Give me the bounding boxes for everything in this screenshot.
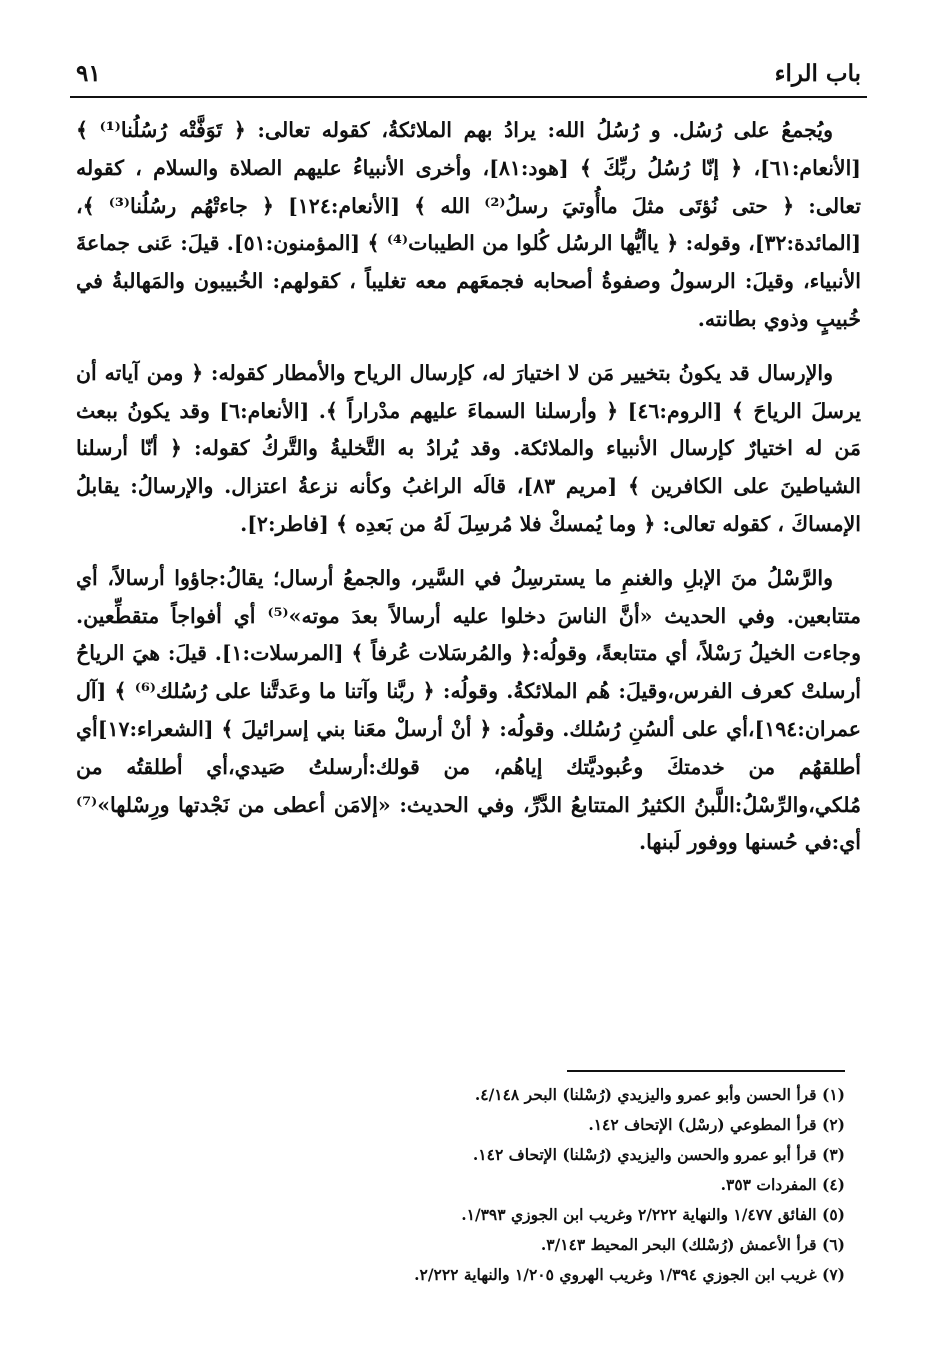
footnote-4: (٤) المفردات ٣٥٣. — [720, 1175, 845, 1194]
page-number: ٩١ — [76, 60, 101, 87]
page-header — [76, 58, 861, 94]
main-text — [76, 112, 861, 862]
paragraph-2: والإرسال قد يكونُ بتخيير مَن لا اختيارَ له، كإرسال الرياح والأمطار كقوله: ﴿ ومن آياته أن يرسلَ الرياحَ ﴾ [الروم:٤٦] ﴿ وأرسلنا السماءَ عليهم مدْراراً ﴾. [الأنعام:٦] وقد يكونُ ببعث مَن له اختيارٌ كإرسال الأنبياء والملائكة. وقد يُرادُ به التَّخليةُ والتَّركُ كقوله: ﴿ أنّا أرسلنا الشياطينَ على الكافرين ﴾ [مريم ٨٣]، قالَه الراغبُ وكأنه نزعةُ اعتزال. والإرسالُ: يقابلُ الإمساكَ ، كقوله تعالى: ﴿ وما يُمسكْ فلا مُرسِلَ لَهُ من بَعدِه ﴾ [فاطر:٢]. — [76, 360, 861, 536]
chapter-title: باب الراء — [774, 60, 861, 87]
footnote-7: (٧) غريب ابن الجوزي ١/٣٩٤ وغريب الهروي ١/٢٠٥ والنهاية ٢/٢٢٢. — [414, 1265, 845, 1284]
footnote-3: (٣) قرأ أبو عمرو والحسن واليزيدي (رُسْلنا) الإتحاف ١٤٢. — [472, 1145, 845, 1164]
footnote-2: (٢) قرأ المطوعي (رسْل) الإتحاف ١٤٢. — [588, 1115, 845, 1134]
header-divider — [70, 96, 867, 98]
footnote-6: (٦) قرأ الأعمش (رُسْلك) البحر المحيط ٣/١٤٣. — [540, 1235, 845, 1254]
footnote-divider — [567, 1070, 845, 1072]
paragraph-1: ويُجمعُ على رُسُل. و رُسُلُ الله: يرادُ بهم الملائكةُ، كقوله تعالى: ﴿ تَوَفَّتْه رُسُلُنا⁽¹⁾ ﴾ [الأنعام:٦١]، ﴿ إنّا رُسُلُ ربِّكَ ﴾ [هود:٨١]، وأخرى الأنبياءُ عليهم الصلاة والسلام ، كقوله تعالى: ﴿ حتى نُؤتَى مثلَ ماأُوتيَ رسلُ⁽²⁾ الله ﴾ [الأنعام:١٢٤] ﴿ جاءتْهُم رسُلُنا⁽³⁾ ﴾، [المائدة:٣٢]، وقوله: ﴿ ياأيُّها الرسُل كُلوا من الطيبات⁽⁴⁾ ﴾ [المؤمنون:٥١]. قيلَ: عَنى جماعةَ الأنبياء، وقيلَ: الرسولُ وصفوةُ أصحابه فجمعَهم معه تغليباً ، كقولهم: الخُبيبون والمَهالبةُ في خُبيبٍ وذوي بطانته. — [76, 118, 862, 331]
footnote-1: (١) قرأ الحسن وأبو عمرو واليزيدي (رُسْلنا) البحر ٤/١٤٨. — [474, 1085, 845, 1104]
footnote-5: (٥) الفائق ١/٤٧٧ والنهاية ٢/٢٢٢ وغريب ابن الجوزي ١/٣٩٣. — [461, 1205, 845, 1224]
paragraph-3: والرَّسْلُ منَ الإبلِ والغنمِ ما يسترسِلُ في السَّير، والجمعُ أرسال؛ يقالُ:جاؤوا أرسالاً، أي متتابعين. وفي الحديث «أنَّ الناسَ دخلوا عليه أرسالاً بعدَ موته»⁽⁵⁾ أي أفواجاً متقطِّعين. وجاءت الخيلُ رَسْلاً، أي متتابعةً، وقولُه:﴿ والمُرسَلات عُرفاً ﴾ [المرسلات:١]. قيلَ: هيَ الرياحُ أرسلتْ كعرف الفرس،وقيلَ: هُم الملائكةُ. وقولُه: ﴿ ربَّنا وآتنا ما وعَدتَّنا على رُسُلك⁽⁶⁾ ﴾ [آل عمران:١٩٤]،أي على ألسُنِ رُسُلك. وقولُه: ﴿ أنْ أرسلْ معَنا بني إسرائيلَ ﴾ [الشعراء:١٧]أي أطلقهُم من خدمتكَ وعُبوديَّتك إياهُم، من قولك:أرسلتُ صَيدي،أي أطلقتُه من مُلكي،والرِّسْلُ:اللَّبنُ الكثيرُ المتتابعُ الدَّرِّ، وفي الحديث: «إلامَن أعطى من نَجْدتها ورِسْلها»⁽⁷⁾ أي:في حُسنها ووفور لَبنها. — [76, 565, 861, 855]
footnotes — [76, 1080, 845, 1290]
